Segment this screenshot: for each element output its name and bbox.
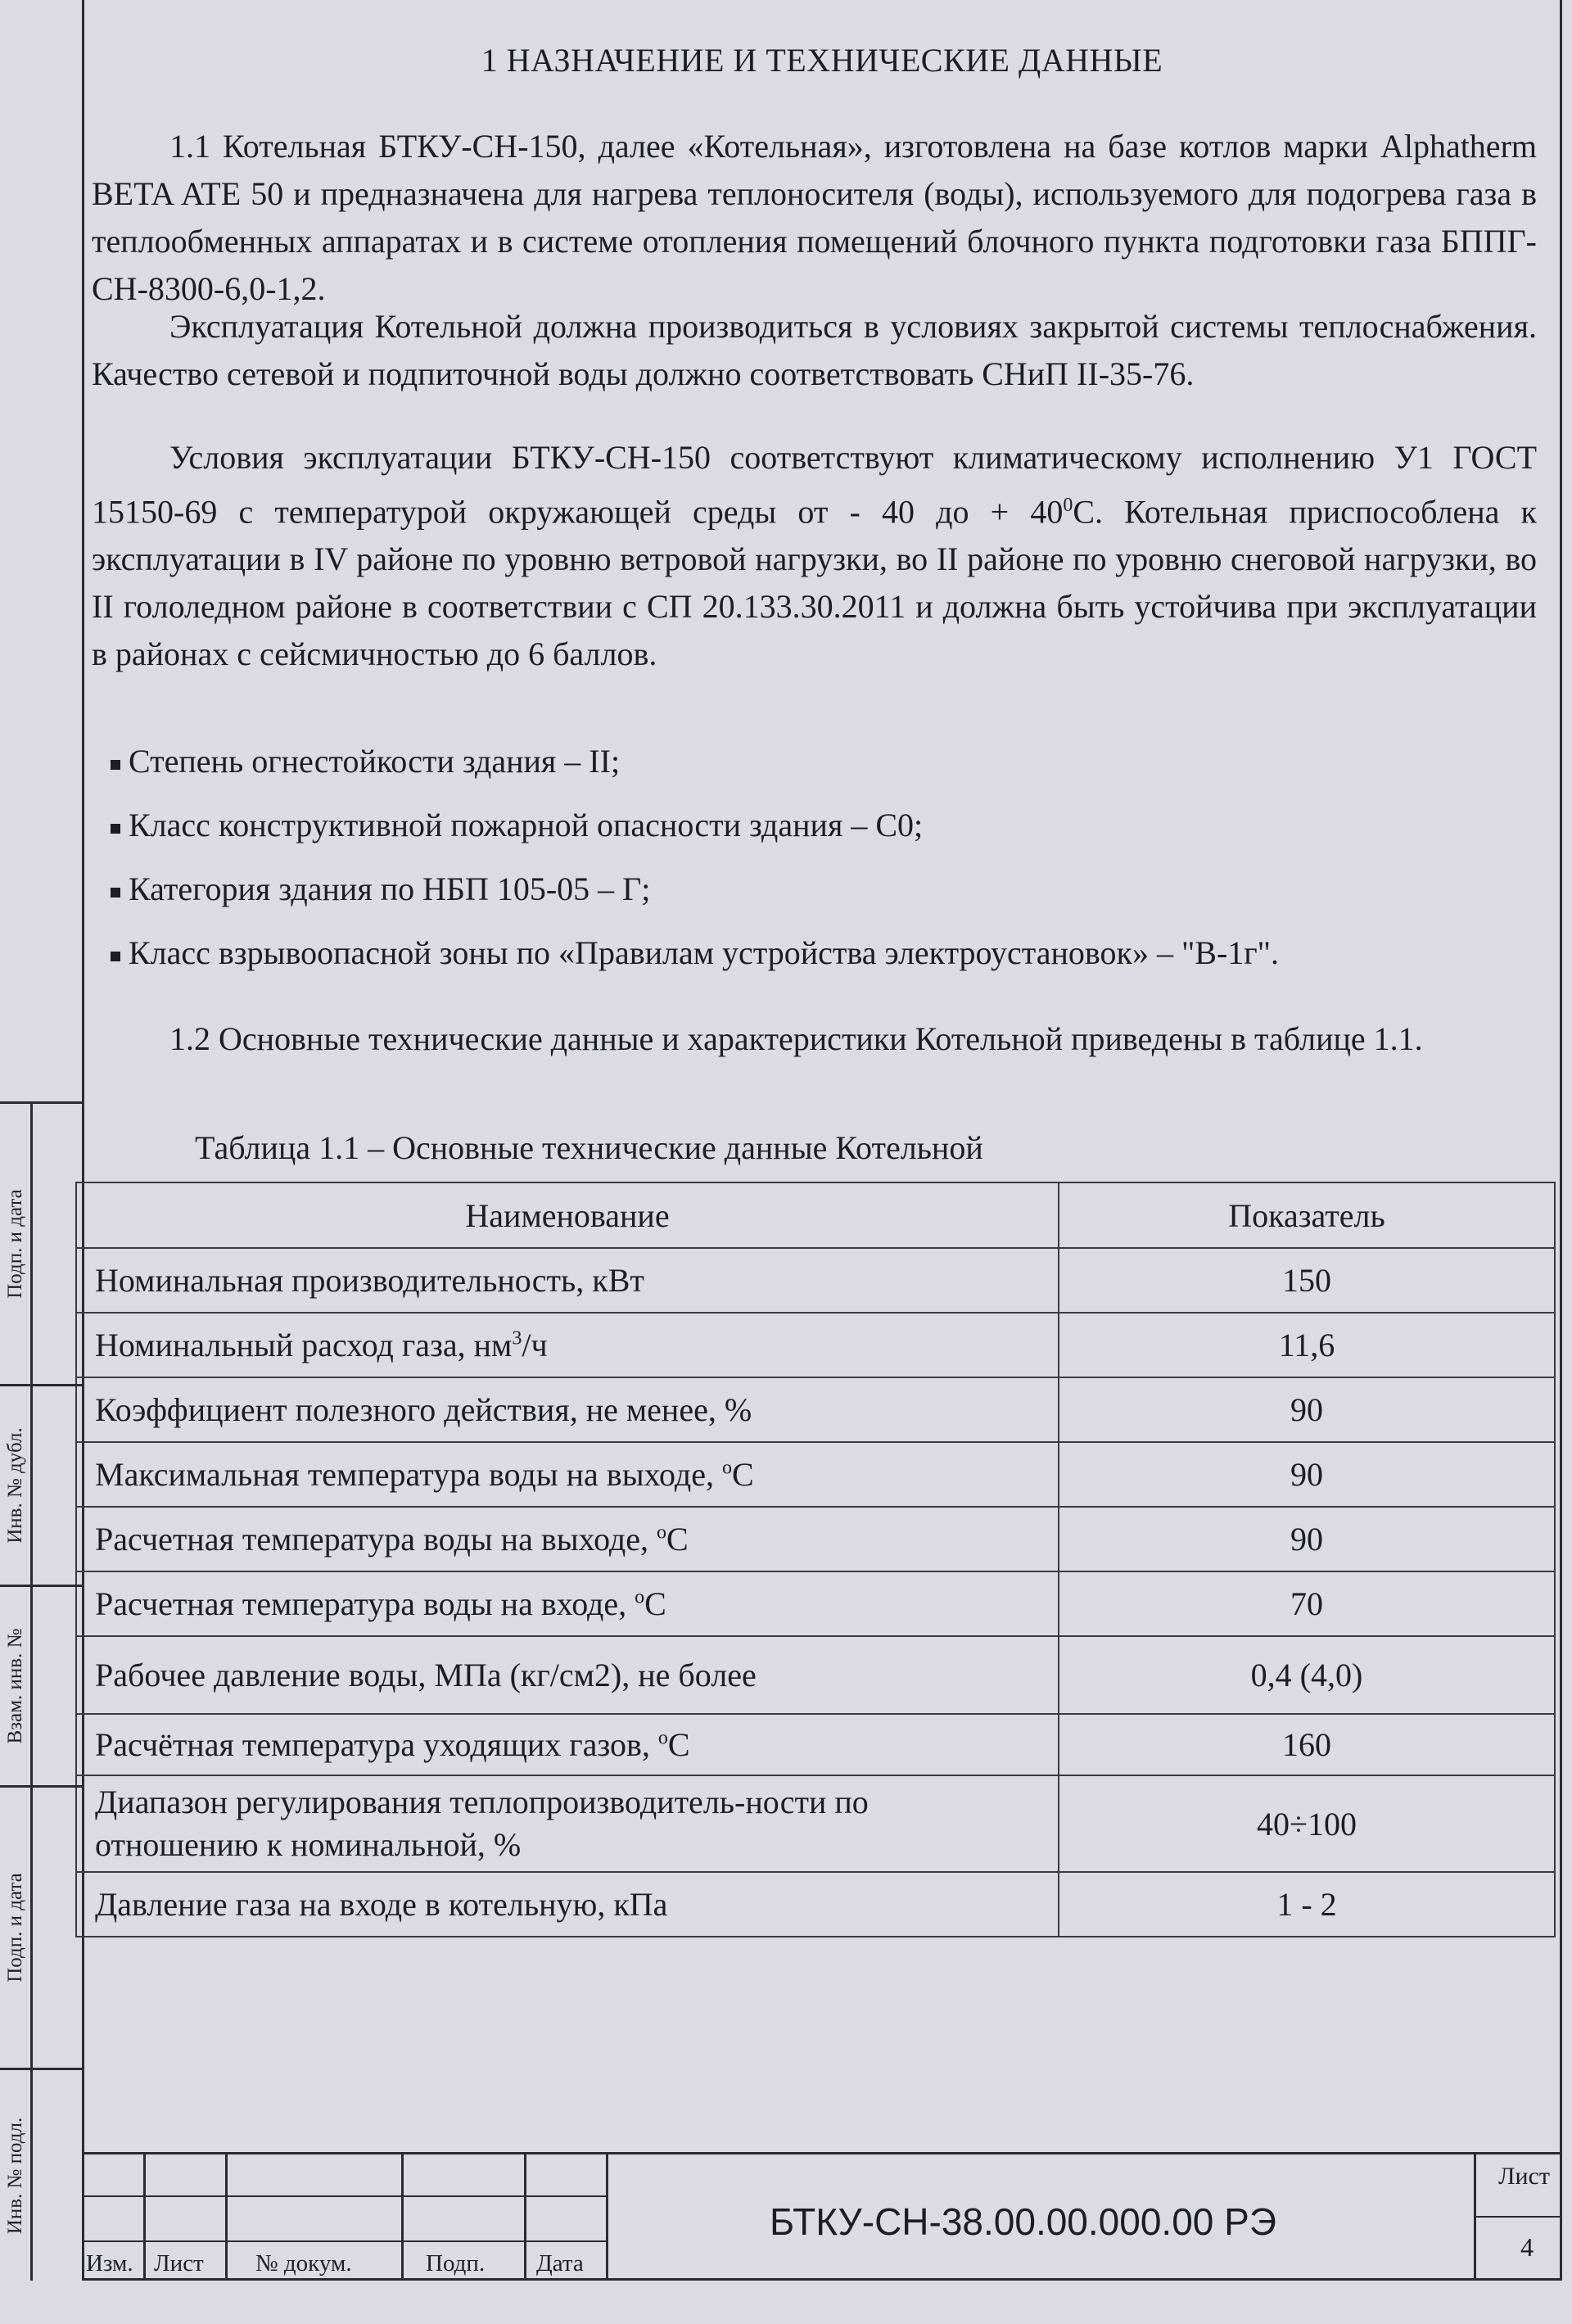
column-header-name: Наименование bbox=[76, 1182, 1059, 1248]
side-label: Инв. № дубл. bbox=[3, 1427, 26, 1544]
row-name: Коэффициент полезного действия, не менее, % bbox=[76, 1377, 1059, 1442]
table-row bbox=[76, 1636, 1555, 1714]
list-item bbox=[111, 801, 1543, 865]
paragraph-1-1-text: 1.1 Котельная БТКУ-СН-150, далее «Котельная», изготовлена на базе котлов марки Alphatherm BETA ATE 50 и предназначена для нагрева теплоносителя (воды), используемого для подогрева газа в теплообменных аппаратах и в системе отопления помещений блочного пункта подготовки газа БППГ-СН-8300-6,0-1,2. bbox=[92, 128, 1537, 307]
side-cell bbox=[0, 2068, 82, 2281]
side-label: Взам. инв. № bbox=[3, 1628, 26, 1744]
row-value: 90 bbox=[1059, 1507, 1555, 1571]
row-value: 90 bbox=[1059, 1442, 1555, 1507]
bullet-icon bbox=[111, 888, 120, 897]
degree-superscript: 0 bbox=[1063, 495, 1073, 516]
list-item-text: Класс взрывоопасной зоны по «Правилам устройства электроустановок» – "В-1г". bbox=[129, 934, 1279, 971]
row-value: 150 bbox=[1059, 1248, 1555, 1313]
list-item bbox=[111, 865, 1543, 929]
list-item-text: Степень огнестойкости здания – II; bbox=[129, 743, 621, 780]
side-label: Подп. и дата bbox=[3, 1873, 26, 1983]
paragraph-1-2-text: 1.2 Основные технические данные и характеристики Котельной приведены в таблице 1.1. bbox=[169, 1020, 1423, 1057]
table-row bbox=[76, 1775, 1555, 1872]
paragraph-operation bbox=[92, 303, 1537, 398]
row-name: Рабочее давление воды, МПа (кг/см2), не более bbox=[76, 1636, 1059, 1714]
row-value: 11,6 bbox=[1059, 1313, 1555, 1377]
row-name: Расчетная температура воды на входе, $^o$С bbox=[76, 1571, 1059, 1636]
paragraph-conditions-text-b: С. Котельная приспособлена к эксплуатации в IV районе по уровню ветровой нагрузки, во II районе по уровню снеговой нагрузки, во II гололедном районе в соответствии с СП 20.133.30.2011 и должна быть устойчива при эксплуатации в районах с сейсмичностью до 6 баллов. bbox=[92, 493, 1537, 673]
technical-data-table bbox=[75, 1182, 1556, 1937]
stamp-label-change: Изм. bbox=[86, 2250, 133, 2277]
side-cell bbox=[0, 1384, 82, 1585]
row-name: Номинальная производительность, кВт bbox=[76, 1248, 1059, 1313]
stamp-label-signature: Подп. bbox=[426, 2250, 486, 2277]
bullet-icon bbox=[111, 952, 120, 961]
row-name: Расчетная температура воды на выходе, $^o$С bbox=[76, 1507, 1059, 1571]
document-code: БТКУ-СН-38.00.00.000.00 РЭ bbox=[770, 2200, 1276, 2243]
side-cell bbox=[0, 1785, 82, 2068]
paragraph-operation-text: Эксплуатация Котельной должна производиться в условиях закрытой системы теплоснабжения. Качество сетевой и подпиточной воды должно соответствовать СНиП II-35-76. bbox=[92, 308, 1537, 392]
table-header-row bbox=[76, 1182, 1555, 1248]
table-row bbox=[76, 1571, 1555, 1636]
requirements-list bbox=[111, 737, 1543, 992]
column-header-value: Показатель bbox=[1059, 1182, 1555, 1248]
table-row bbox=[76, 1714, 1555, 1775]
list-item-text: Класс конструктивной пожарной опасности здания – С0; bbox=[129, 807, 924, 843]
sheet-label: Лист bbox=[1498, 2163, 1550, 2190]
paragraph-1-2 bbox=[92, 1015, 1537, 1063]
row-name: Давление газа на входе в котельную, кПа bbox=[76, 1872, 1059, 1937]
side-label: Подп. и дата bbox=[3, 1189, 26, 1299]
table-row bbox=[76, 1248, 1555, 1313]
row-value: 160 bbox=[1059, 1714, 1555, 1775]
row-name: Максимальная температура воды на выходе, $^o$С bbox=[76, 1442, 1059, 1507]
side-cell bbox=[0, 1101, 82, 1384]
row-value: 0,4 (4,0) bbox=[1059, 1636, 1555, 1714]
section-heading: 1 НАЗНАЧЕНИЕ И ТЕХНИЧЕСКИЕ ДАННЫЕ bbox=[481, 42, 1163, 79]
row-name: Номинальный расход газа, $нм^3/ч$ bbox=[76, 1313, 1059, 1377]
paragraph-conditions-text-a: Условия эксплуатации БТКУ-СН-150 соответствуют климатическому исполнению У1 ГОСТ 15150-69 с температурой окружающей среды от - 40 до + 40 bbox=[92, 439, 1537, 531]
row-name: Диапазон регулирования теплопроизводитель-ности по отношению к номинальной, % bbox=[76, 1775, 1059, 1872]
paragraph-conditions bbox=[92, 434, 1537, 678]
bullet-icon bbox=[111, 760, 120, 770]
bullet-icon bbox=[111, 824, 120, 834]
list-item-text: Категория здания по НБП 105-05 – Г; bbox=[129, 870, 651, 907]
list-item bbox=[111, 737, 1543, 801]
stamp-label-doc-number: № докум. bbox=[255, 2250, 352, 2277]
row-value: 70 bbox=[1059, 1571, 1555, 1636]
table-row bbox=[76, 1313, 1555, 1377]
list-item bbox=[111, 929, 1543, 992]
table-row bbox=[76, 1377, 1555, 1442]
title-block bbox=[82, 2152, 1562, 2281]
row-value: 90 bbox=[1059, 1377, 1555, 1442]
side-cell bbox=[0, 1585, 82, 1785]
stamp-label-date: Дата bbox=[536, 2250, 584, 2277]
row-value: 40÷100 bbox=[1059, 1775, 1555, 1872]
side-signature-column bbox=[0, 1101, 82, 2281]
stamp-label-sheet: Лист bbox=[154, 2250, 204, 2277]
row-value: 1 - 2 bbox=[1059, 1872, 1555, 1937]
table-row bbox=[76, 1442, 1555, 1507]
side-label: Инв. № подл. bbox=[3, 2117, 26, 2234]
paragraph-1-1 bbox=[92, 123, 1537, 313]
sheet-number: 4 bbox=[1520, 2232, 1534, 2262]
table-row bbox=[76, 1872, 1555, 1937]
table-caption: Таблица 1.1 – Основные технические данные Котельной bbox=[195, 1129, 983, 1166]
row-name: Расчётная температура уходящих газов, $^o$С bbox=[76, 1714, 1059, 1775]
table-row bbox=[76, 1507, 1555, 1571]
